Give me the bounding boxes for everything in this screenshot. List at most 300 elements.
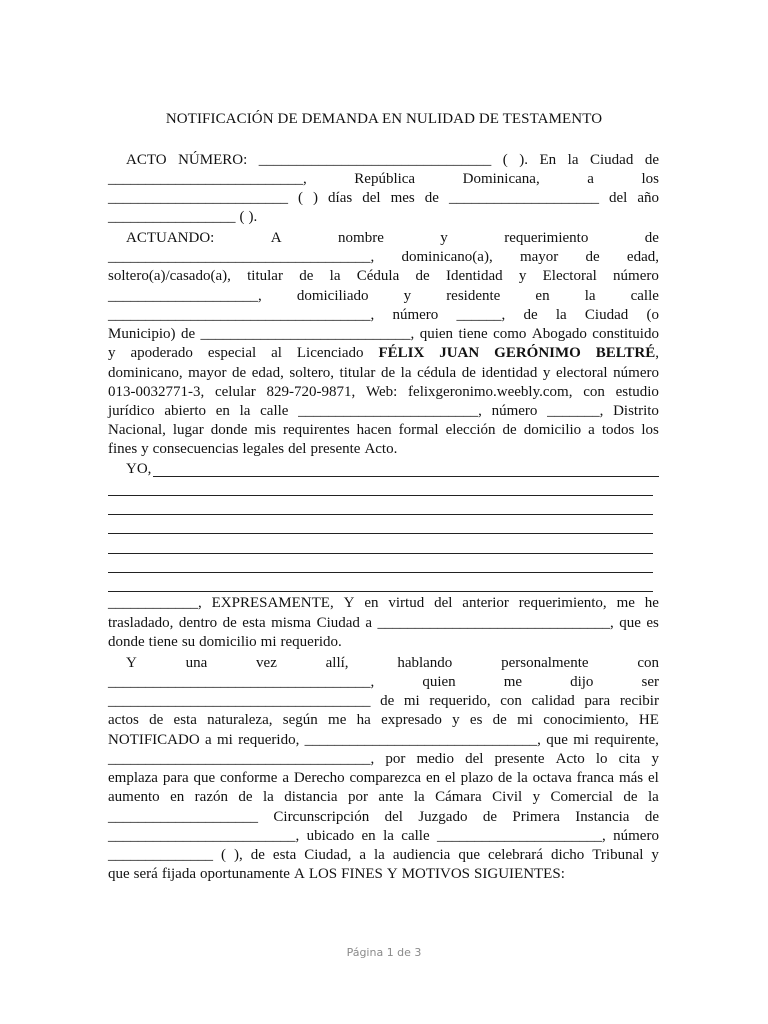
word: hablando xyxy=(397,655,453,671)
word: de xyxy=(644,809,659,825)
word: ). xyxy=(519,152,528,168)
word: soltero, xyxy=(289,365,334,381)
text-line xyxy=(108,827,659,846)
word: titular xyxy=(247,268,283,284)
word: _______________________________, xyxy=(304,732,541,748)
word: NÚMERO: xyxy=(178,152,248,168)
word: ______, xyxy=(456,307,506,323)
word: Y xyxy=(343,595,355,611)
word: ha xyxy=(356,712,371,728)
word: en xyxy=(425,770,441,786)
word: Derecho xyxy=(293,770,345,786)
word: comparezca xyxy=(349,770,422,786)
word: GERÓNIMO xyxy=(494,345,581,361)
word: y xyxy=(651,751,659,767)
word: constituido xyxy=(592,326,659,342)
word: medio xyxy=(416,751,454,767)
word: República xyxy=(354,171,416,187)
word: domiciliado xyxy=(296,288,369,304)
text-line xyxy=(108,170,659,189)
word: soltero(a)/casado(a), xyxy=(108,268,231,284)
word: formal xyxy=(398,422,439,438)
word: ACTO xyxy=(126,152,167,168)
text-line xyxy=(108,846,659,865)
text-line xyxy=(108,808,659,827)
word: del xyxy=(434,595,453,611)
word: ___________________________________, xyxy=(108,674,375,690)
text-line xyxy=(108,594,659,613)
word: presente xyxy=(310,441,361,457)
text-line xyxy=(108,267,659,286)
word: la xyxy=(413,789,425,805)
text-line xyxy=(108,750,659,769)
word: MOTIVOS xyxy=(401,866,471,882)
text-line xyxy=(108,306,659,325)
word: de xyxy=(461,365,476,381)
word: jurídico xyxy=(108,403,155,419)
word: de xyxy=(502,422,517,438)
word: (o xyxy=(646,307,659,323)
text-line xyxy=(108,364,659,383)
word: elección xyxy=(445,422,496,438)
word: ____________________, xyxy=(108,288,262,304)
text-line xyxy=(108,344,659,363)
text-line xyxy=(108,673,659,692)
word: JUAN xyxy=(439,345,480,361)
word: octava xyxy=(532,770,572,786)
word: ( xyxy=(298,190,304,206)
word: Web: xyxy=(366,384,398,400)
word: a xyxy=(588,422,595,438)
word: que xyxy=(458,847,480,863)
word: anterior xyxy=(462,595,509,611)
text-line xyxy=(108,440,659,459)
word: de xyxy=(585,249,600,265)
text-line xyxy=(108,865,659,884)
text-line xyxy=(108,692,659,711)
word: y xyxy=(651,847,659,863)
word: ), xyxy=(234,847,243,863)
word: legales xyxy=(242,441,285,457)
word: audiencia xyxy=(392,847,451,863)
word: con xyxy=(583,384,605,400)
word: donde xyxy=(108,634,145,650)
word: ____________________________, xyxy=(200,326,415,342)
word: en xyxy=(170,789,185,805)
word: y xyxy=(440,230,448,246)
text-line xyxy=(108,189,659,208)
word: la xyxy=(400,365,412,381)
word: FINES xyxy=(341,866,383,882)
word: Electoral xyxy=(542,268,597,284)
word: a xyxy=(359,847,367,863)
word: y xyxy=(542,365,551,381)
word: recibir xyxy=(619,693,659,709)
word: identidad xyxy=(481,365,538,381)
word: la xyxy=(567,152,579,168)
word: BELTRÉ, xyxy=(595,345,659,361)
text-line xyxy=(108,633,659,652)
word: y xyxy=(452,712,460,728)
text-line xyxy=(108,421,659,440)
word: de xyxy=(299,268,314,284)
word: Civil xyxy=(492,789,523,805)
word: lo xyxy=(595,751,608,767)
word: ( xyxy=(502,152,508,168)
word: de xyxy=(623,789,638,805)
blank-rule xyxy=(108,553,653,554)
word: con xyxy=(637,655,659,671)
word: naturaleza, xyxy=(207,712,273,728)
word: de xyxy=(482,809,498,825)
word: apoderado xyxy=(130,345,193,361)
word: mayor xyxy=(188,365,227,381)
word: _______, xyxy=(547,403,604,419)
word: en xyxy=(215,403,230,419)
word: EXPRESAMENTE, xyxy=(211,595,334,611)
word: en xyxy=(535,288,550,304)
word: ____________, xyxy=(108,595,202,611)
word: Dominicana, xyxy=(462,171,540,187)
word: Comercial xyxy=(550,789,613,805)
word: según xyxy=(282,712,318,728)
word: requerido. xyxy=(280,634,342,650)
word: trasladado, xyxy=(108,615,174,631)
word: del xyxy=(384,809,403,825)
word: ante xyxy=(378,789,404,805)
word: la xyxy=(648,789,659,805)
word: por xyxy=(385,751,406,767)
word: ___________________________________, xyxy=(108,249,375,265)
word: para xyxy=(584,693,611,709)
word: el xyxy=(647,770,659,786)
page-number: Página 1 de 3 xyxy=(346,946,422,959)
word: la xyxy=(516,770,528,786)
text-line xyxy=(126,229,659,248)
word: Acto xyxy=(555,751,585,767)
word: electoral xyxy=(555,365,608,381)
word: ser xyxy=(641,674,659,690)
word: ______________ xyxy=(108,847,213,863)
word: A xyxy=(293,866,305,882)
word: mi xyxy=(403,693,420,709)
word: ________________________ xyxy=(108,190,288,206)
word: la xyxy=(329,268,341,284)
word: calle xyxy=(630,288,659,304)
word: mes xyxy=(390,190,415,206)
word: presente xyxy=(494,751,545,767)
word: de xyxy=(222,615,237,631)
word: Ciudad xyxy=(589,152,634,168)
word: mis xyxy=(254,422,277,438)
word: aumento xyxy=(108,789,160,805)
blank-rule xyxy=(108,533,653,534)
word: LOS xyxy=(308,866,338,882)
text-line xyxy=(126,151,659,170)
blank-rule xyxy=(108,591,653,592)
word: me xyxy=(616,595,635,611)
word: cita xyxy=(618,751,641,767)
word: mi xyxy=(573,732,590,748)
word: su xyxy=(181,634,196,650)
word: ACTUANDO: xyxy=(126,230,215,246)
word: me xyxy=(328,712,347,728)
word: y xyxy=(518,268,527,284)
word: celebrará xyxy=(487,847,543,863)
word: conocimiento, xyxy=(543,712,629,728)
word: requirente, xyxy=(594,732,659,748)
text-line xyxy=(108,287,659,306)
word: mi xyxy=(216,732,233,748)
word: distancia xyxy=(284,789,338,805)
word: Instancia xyxy=(575,809,630,825)
word: calidad xyxy=(531,693,575,709)
word: Licenciado xyxy=(296,345,364,361)
word: del xyxy=(362,190,381,206)
blank-rule xyxy=(108,495,653,496)
word: de xyxy=(380,365,396,381)
word: a xyxy=(365,615,373,631)
word: lugar xyxy=(172,422,204,438)
word: la xyxy=(374,847,385,863)
word: En xyxy=(539,152,557,168)
word: tiene xyxy=(458,326,488,342)
word: los xyxy=(641,171,659,187)
text-line xyxy=(108,208,659,227)
word: Ciudad, xyxy=(304,847,352,863)
word: 013-0032771-3, xyxy=(108,384,205,400)
word: consecuencias xyxy=(152,441,239,457)
text-line xyxy=(108,614,659,633)
word: y xyxy=(141,441,149,457)
word: mi xyxy=(260,634,277,650)
word: franca xyxy=(576,770,615,786)
word: será xyxy=(133,866,158,882)
word: de xyxy=(380,693,395,709)
word: y xyxy=(532,789,541,805)
word: esta xyxy=(242,615,266,631)
word: misma xyxy=(271,615,312,631)
word: Nacional, xyxy=(108,422,166,438)
word: nombre xyxy=(338,230,384,246)
word: la xyxy=(555,307,567,323)
word: ubicado xyxy=(306,828,355,844)
word: Distrito xyxy=(613,403,659,419)
word: ______________________, xyxy=(437,828,606,844)
word: Ciudad xyxy=(316,615,360,631)
word: de xyxy=(180,326,196,342)
word: _________________ xyxy=(108,209,236,225)
word: de xyxy=(497,770,513,786)
text-line xyxy=(108,769,659,788)
word: dicho xyxy=(550,847,585,863)
word: y xyxy=(108,345,116,361)
word: de xyxy=(492,712,507,728)
word: del xyxy=(465,751,484,767)
word: como xyxy=(493,326,527,342)
word: FÉLIX xyxy=(378,345,425,361)
word: requerimiento xyxy=(504,230,589,246)
word: número xyxy=(491,403,538,419)
word: _________________________, xyxy=(108,828,300,844)
word: Cámara xyxy=(435,789,482,805)
word: he xyxy=(644,595,659,611)
word: en xyxy=(364,595,379,611)
word: 829-720-9871, xyxy=(266,384,356,400)
word: fines xyxy=(108,441,138,457)
word: edad, xyxy=(251,365,284,381)
document-title: NOTIFICACIÓN DE DEMANDA EN NULIDAD DE TESTAMENTO xyxy=(165,111,603,127)
word: estudio xyxy=(615,384,659,400)
word: ____________________ xyxy=(448,190,599,206)
word: la xyxy=(584,288,596,304)
word: los xyxy=(641,422,659,438)
word: de xyxy=(415,268,430,284)
word: vez xyxy=(256,655,277,671)
word: expresado xyxy=(381,712,442,728)
word: fijada xyxy=(161,866,196,882)
word: allí, xyxy=(325,655,349,671)
word: NOTIFICADO xyxy=(108,732,200,748)
word: edad, xyxy=(626,249,659,265)
word: dominicano, xyxy=(108,365,183,381)
word: de xyxy=(232,365,247,381)
word: a xyxy=(587,171,594,187)
word: celular xyxy=(214,384,256,400)
word: oportunamente xyxy=(199,866,290,882)
word: y xyxy=(403,288,412,304)
word: calle xyxy=(260,403,289,419)
word: Tribunal xyxy=(592,847,644,863)
text-line xyxy=(108,402,659,421)
word: en xyxy=(361,828,376,844)
word: esta xyxy=(173,712,197,728)
word: de xyxy=(149,712,164,728)
word: Y xyxy=(126,655,137,671)
word: de xyxy=(644,230,659,246)
word: es xyxy=(646,615,659,631)
word: requerido, xyxy=(238,732,300,748)
word: de xyxy=(424,190,439,206)
word: especial xyxy=(207,345,257,361)
text-line xyxy=(108,788,659,807)
word: número xyxy=(613,828,659,844)
word: ____________________ xyxy=(108,809,258,825)
word: dominicano(a), xyxy=(401,249,493,265)
word: _______________________________ xyxy=(258,152,492,168)
word: dentro xyxy=(178,615,218,631)
blank-rule xyxy=(108,514,653,515)
word: número xyxy=(392,307,439,323)
word: Municipio) xyxy=(108,326,176,342)
word: de xyxy=(644,152,659,168)
word: domicilio xyxy=(199,634,257,650)
word: ( xyxy=(221,847,226,863)
word: donde xyxy=(210,422,248,438)
word: Circunscripción xyxy=(273,809,370,825)
word: al xyxy=(271,345,282,361)
word: mi xyxy=(517,712,533,728)
word: ( xyxy=(239,209,245,225)
word: felixgeronimo.weebly.com, xyxy=(408,384,573,400)
blank-rule xyxy=(108,572,653,573)
word: Juzgado xyxy=(418,809,468,825)
word: todos xyxy=(601,422,635,438)
word: razón xyxy=(194,789,228,805)
word: ). xyxy=(248,209,258,225)
word: __________________________, xyxy=(108,171,307,187)
word: tiene xyxy=(148,634,178,650)
word: número xyxy=(613,268,659,284)
word: A xyxy=(270,230,282,246)
word: la xyxy=(263,789,274,805)
word: emplaza xyxy=(108,770,158,786)
word: de xyxy=(238,789,253,805)
word: titular xyxy=(339,365,376,381)
word: que xyxy=(108,866,130,882)
word: ___________________________________ xyxy=(108,693,371,709)
word: requirentes xyxy=(283,422,350,438)
word: cédula xyxy=(417,365,457,381)
word: abierto xyxy=(164,403,207,419)
word: a xyxy=(282,770,289,786)
word: Acto. xyxy=(364,441,398,457)
word: Cédula xyxy=(356,268,400,284)
word: Ciudad xyxy=(584,307,629,323)
word: calle xyxy=(401,828,430,844)
word: ) xyxy=(313,190,319,206)
word: me xyxy=(503,674,523,690)
text-line xyxy=(108,711,659,730)
word: mayor xyxy=(519,249,559,265)
word: año xyxy=(637,190,659,206)
word: de xyxy=(250,847,265,863)
text-line xyxy=(108,383,659,402)
word: conforme xyxy=(219,770,278,786)
word: personalmente xyxy=(501,655,589,671)
word: SIGUIENTES: xyxy=(474,866,565,882)
word: YO, xyxy=(126,461,152,477)
word: que xyxy=(619,615,641,631)
word: que xyxy=(193,770,216,786)
word: Abogado xyxy=(531,326,587,342)
text-line xyxy=(108,248,659,267)
word: residente xyxy=(446,288,501,304)
word: una xyxy=(185,655,208,671)
word: actos xyxy=(108,712,139,728)
word: requerido, xyxy=(429,693,491,709)
word: de xyxy=(523,307,538,323)
word: Identidad xyxy=(445,268,503,284)
text-line xyxy=(108,325,659,344)
word: es xyxy=(469,712,483,728)
word: quien xyxy=(422,674,456,690)
text-line xyxy=(108,731,659,750)
word: ___________________________________, xyxy=(108,751,375,767)
word: HE xyxy=(638,712,659,728)
word: del xyxy=(288,441,307,457)
word: del xyxy=(608,190,628,206)
word: a xyxy=(204,732,212,748)
word: esta xyxy=(272,847,297,863)
word: Y xyxy=(386,866,398,882)
word: la xyxy=(239,403,251,419)
word: con xyxy=(500,693,522,709)
word: ________________________, xyxy=(298,403,482,419)
word: número xyxy=(613,365,659,381)
word: para xyxy=(162,770,189,786)
word: ___________________________________, xyxy=(108,307,375,323)
